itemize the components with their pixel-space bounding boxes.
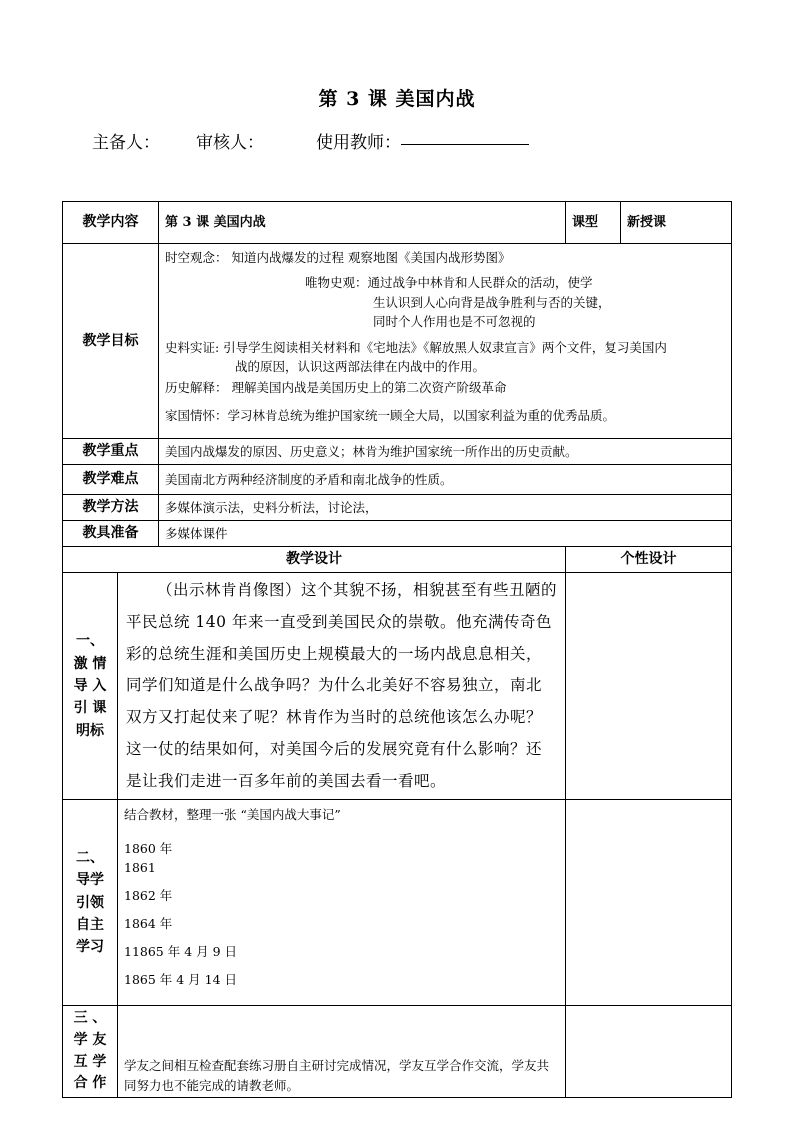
goal-line: 历史解释： 理解美国内战是美国历史上的第二次资产阶级革命 [165,380,507,396]
lesson-type-value: 新授课 [621,202,732,244]
lesson-content: 第 3 课 美国内战 [159,202,566,244]
design-header-right: 个性设计 [566,547,732,573]
label-difficulty: 教学难点 [63,465,159,495]
row-key-points [63,439,732,465]
section2-label: 二、 导学 引领 自主 学习 [63,800,118,1006]
section3-content: 学友之间相互检查配套练习册自主研讨完成情况，学友互学合作交流，学友共同努力也不能完成的请教老师。 [118,1006,566,1098]
label-method: 教学方法 [63,495,159,521]
section2-personal [566,800,732,1006]
row-goals [63,244,732,439]
page-title: 第 3 课 美国内战 [318,88,476,110]
row-method [63,495,732,521]
section1-personal [566,573,732,800]
goal-line: 战的原因，认识这两部法律在内战中的作用。 [235,358,486,374]
label-content: 教学内容 [63,202,159,244]
method-content: 多媒体演示法，史料分析法，讨论法， [159,495,732,521]
goal-line: 史料实证: 引导学生阅读相关材料和《宅地法》《解放黑人奴隶宣言》两个文件，复习美国内 [165,339,667,355]
label-key-points: 教学重点 [63,439,159,465]
timeline-date: 1861 [124,859,156,875]
key-points-content: 美国内战爆发的原因、历史意义；林肯为维护国家统一所作出的历史贡献。 [159,439,732,465]
row-section3 [63,1006,732,1098]
label-tools: 教具准备 [63,521,159,547]
row-section2 [63,800,732,1006]
section2-intro: 结合教材，整理一张 “美国内战大事记” [124,807,341,823]
section2-content [118,800,566,1006]
teacher-blank-line [401,128,529,145]
timeline-date: 11865 年 4 月 9 日 [124,943,238,959]
design-header-left: 教学设计 [63,547,566,573]
section3-personal [566,1006,732,1098]
tools-content: 多媒体课件 [159,521,732,547]
goal-line: 时空观念： 知道内战爆发的过程 观察地图《美国内战形势图》 [165,250,511,265]
difficulty-content: 美国南北方两种经济制度的矛盾和南北战争的性质。 [159,465,732,495]
goal-line: 同时个人作用也是不可忽视的 [373,314,536,330]
row-design-header [63,547,732,573]
goal-line: 家国情怀：学习林肯总统为维护国家统一顾全大局，以国家利益为重的优秀品质。 [165,407,616,423]
section1-label: 一、 激 情 导 入 引 课 明标 [63,573,118,800]
teacher-field [316,128,401,153]
timeline-date: 1864 年 [124,915,173,931]
goals-content [159,244,732,439]
timeline-date: 1860 年 [124,841,173,857]
row-section1 [63,573,732,800]
teacher-label: 使用教师： [316,133,401,153]
goal-line: 生认识到人心向背是战争胜利与否的关键， [373,294,611,310]
timeline-date: 1862 年 [124,887,173,903]
goal-line: 唯物史观：通过战争中林肯和人民群众的活动，使学 [305,275,593,291]
reviewer-label: 审核人： [196,133,264,153]
row-tools [63,521,732,547]
preparer-label: 主备人： [92,133,160,153]
row-content [63,202,732,244]
section3-label: 三 、 学 友 互 学 合 作 [63,1006,118,1098]
lesson-plan-table [62,201,731,1098]
section1-content: （出示林肯肖像图）这个其貌不扬，相貌甚至有些丑陋的平民总统 140 年来一直受到美国民众的崇敬。他充满传奇色彩的总统生涯和美国历史上规模最大的一场内战息息相关，同学们知道是什么战争吗？为什么北美好不容易独立，南北双方又打起仗来了呢？林肯作为当时的总统他该怎么办呢？这一仗的结果如何，对美国今后的发展究竟有什么影响？还是让我们走进一百多年前的美国去看一看吧。 [118,573,566,800]
label-goals: 教学目标 [63,244,159,439]
timeline-date: 1865 年 4 月 14 日 [124,972,238,988]
label-lesson-type: 课型 [566,202,621,244]
row-difficulty [63,465,732,495]
